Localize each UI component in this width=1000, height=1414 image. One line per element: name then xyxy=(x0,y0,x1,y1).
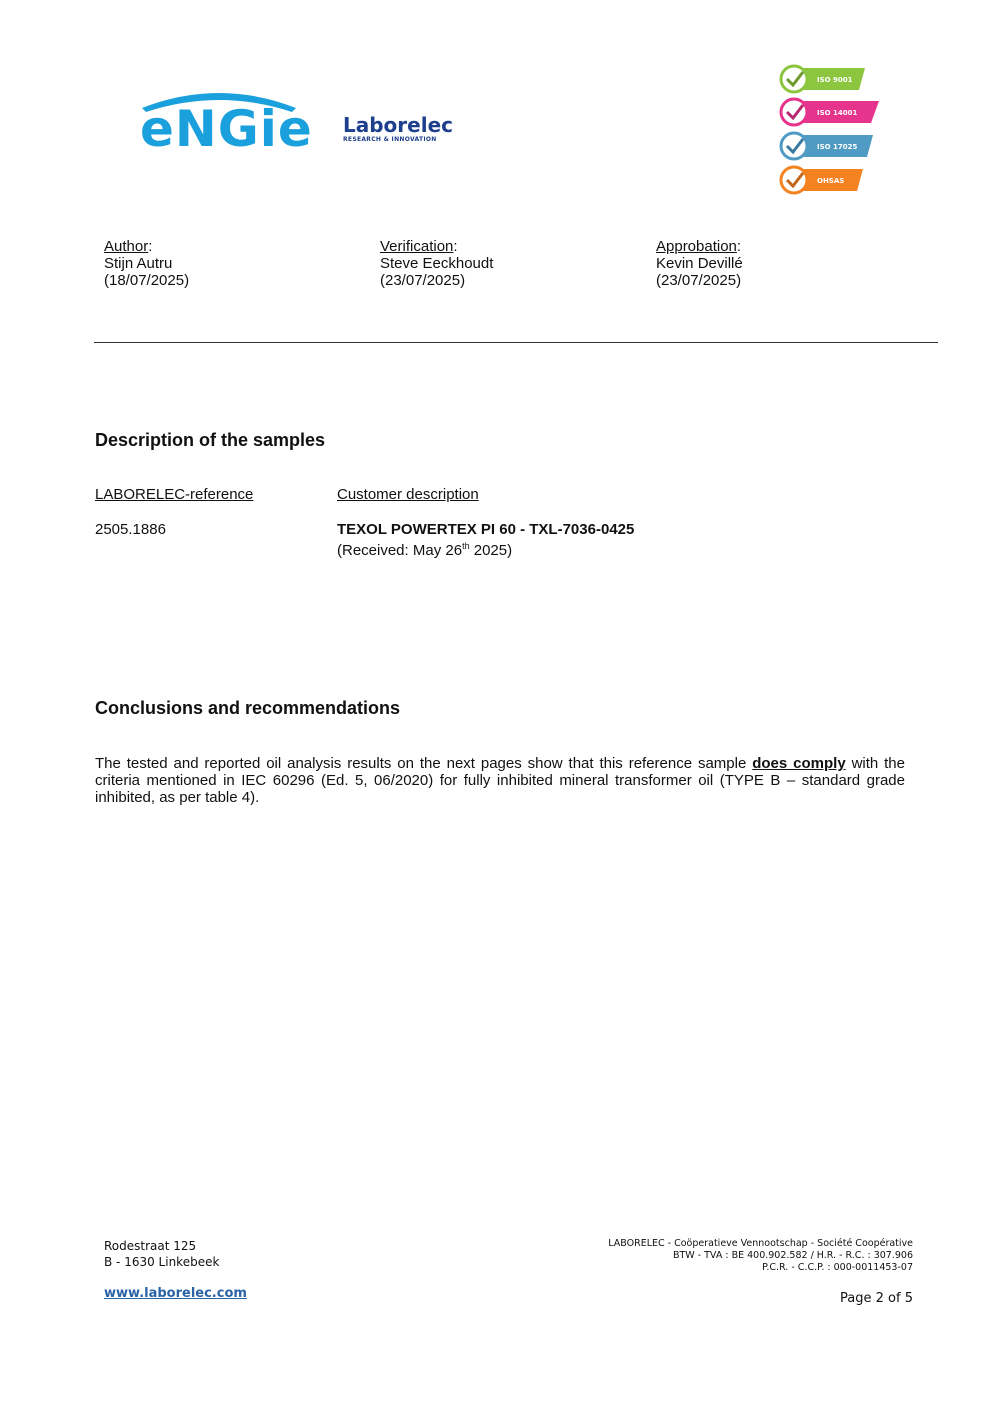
sample-description-cell xyxy=(337,521,634,559)
website-link[interactable]: www.laborelec.com xyxy=(104,1286,247,1301)
badge-iso-9001-label: ISO 9001 xyxy=(817,76,853,84)
company-line-3: P.C.R. - C.C.P. : 000-0011453-07 xyxy=(762,1262,913,1273)
conclusions-text-after: with the criteria mentioned in IEC 60296 (Ed. 5, 06/2020) for fully inhibited mineral transformer oil (TYPE B – standard grade inhibited, as per table 4). xyxy=(95,755,905,806)
conclusions-emphasis: does comply xyxy=(752,755,846,772)
engie-logo xyxy=(138,86,313,158)
company-line-1: LABORELEC - Coöperatieve Vennootschap - Société Coopérative xyxy=(608,1238,913,1249)
laborelec-logo-subtext: RESEARCH & INNOVATION xyxy=(343,136,437,143)
conclusions-text-before: The tested and reported oil analysis results on the next pages show that this reference sample xyxy=(95,755,753,772)
address-line-2: B - 1630 Linkebeek xyxy=(104,1255,220,1269)
badge-iso-17025 xyxy=(781,133,873,159)
sample-reference: 2505.1886 xyxy=(95,521,166,538)
badge-iso-9001 xyxy=(781,66,865,92)
verification-block: Verification: Steve Eeckhoudt (23/07/2025) xyxy=(380,238,494,289)
footer-company-info xyxy=(608,1238,913,1274)
badge-ohsas-label: OHSAS xyxy=(817,177,845,185)
samples-heading: Description of the samples xyxy=(95,430,326,450)
customer-column-header: Customer description xyxy=(337,486,479,503)
engie-logo-text: eNGie xyxy=(140,100,313,158)
received-sup: th xyxy=(462,541,470,551)
certification-badges xyxy=(779,64,883,201)
author-label: Author xyxy=(104,238,149,255)
badge-iso-14001 xyxy=(781,99,879,125)
approbation-label: Approbation xyxy=(656,238,737,255)
badge-iso-14001-label: ISO 14001 xyxy=(817,109,858,117)
approbation-block: Approbation: Kevin Devillé (23/07/2025) xyxy=(656,238,743,289)
author-name: Stijn Autru xyxy=(104,255,173,272)
approbation-name: Kevin Devillé xyxy=(656,255,743,272)
footer-address xyxy=(104,1238,219,1270)
verification-name: Steve Eeckhoudt xyxy=(380,255,494,272)
company-line-2: BTW - TVA : BE 400.902.582 / H.R. - R.C. : 307.906 xyxy=(672,1250,913,1261)
badge-iso-17025-label: ISO 17025 xyxy=(817,143,858,151)
sample-description: TEXOL POWERTEX PI 60 - TXL-7036-0425 xyxy=(337,521,635,538)
page-number: Page 2 of 5 xyxy=(840,1291,913,1306)
conclusions-paragraph xyxy=(95,755,905,806)
author-date: (18/07/2025) xyxy=(104,272,190,289)
header-divider xyxy=(94,342,938,343)
approbation-date: (23/07/2025) xyxy=(656,272,742,289)
received-prefix: (Received: May 26 xyxy=(337,542,463,559)
reference-column-header: LABORELEC-reference xyxy=(95,486,254,503)
certification-badges-graphic xyxy=(779,64,883,196)
author-block: Author: Stijn Autru (18/07/2025) xyxy=(104,238,190,289)
badge-ohsas xyxy=(781,167,863,193)
laborelec-logo-text: Laborelec xyxy=(343,113,453,137)
sample-received-date xyxy=(337,538,634,559)
address-line-1: Rodestraat 125 xyxy=(104,1239,197,1253)
conclusions-heading: Conclusions and recommendations xyxy=(95,698,401,718)
laborelec-logo xyxy=(343,113,453,143)
verification-date: (23/07/2025) xyxy=(380,272,466,289)
received-suffix: 2025) xyxy=(469,542,513,559)
verification-label: Verification xyxy=(380,238,454,255)
